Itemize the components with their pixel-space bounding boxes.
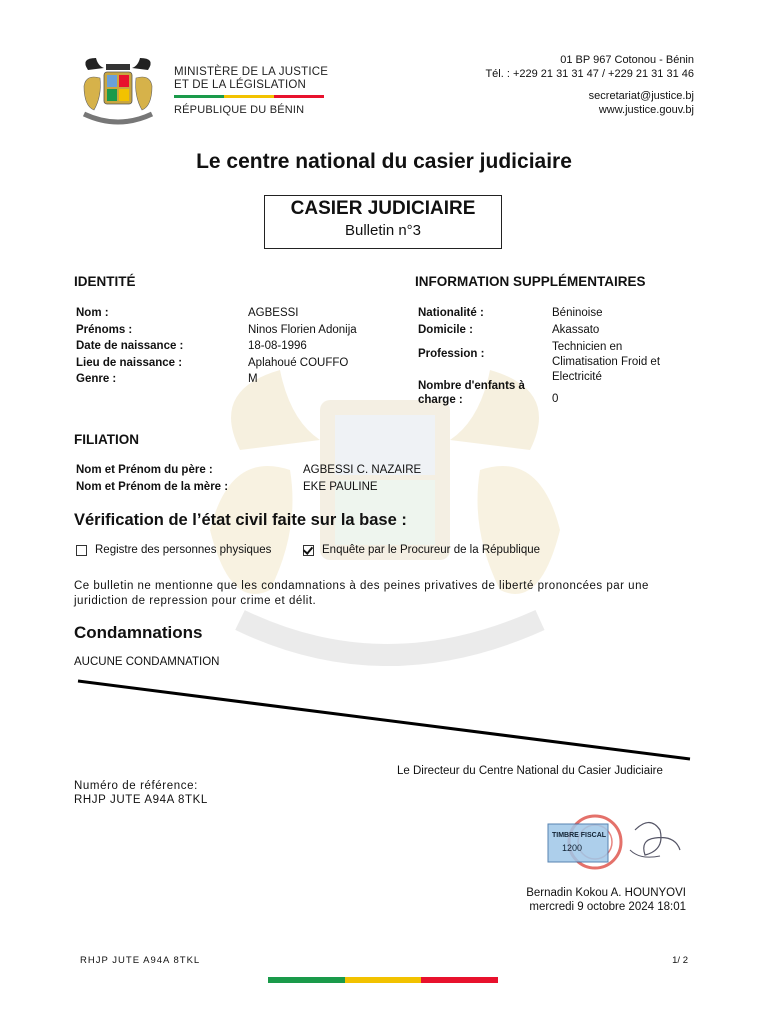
identity-value-birthplace: Aplahoué COUFFO — [248, 356, 349, 369]
mother-label: Nom et Prénom de la mère : — [76, 480, 229, 493]
identity-value-name: AGBESSI — [248, 307, 299, 319]
page-title: Le centre national du casier judiciaire — [196, 150, 572, 173]
identity-label-birthdate: Date de naissance : — [76, 340, 184, 352]
bulletin-notice: Ce bulletin ne mentionne que les condamnations à des peines privatives de liberté prononcées par une juridiction de repression pour crime et délit. — [74, 580, 649, 607]
contact-phone: Tél. : +229 21 31 31 47 / +229 21 31 31 46 — [485, 67, 694, 80]
filiation-heading: FILIATION — [74, 432, 139, 447]
additional-info-heading: INFORMATION SUPPLÉMENTAIRES — [415, 274, 646, 289]
signer-name: Bernadin Kokou A. HOUNYOVI — [526, 887, 686, 899]
identity-value-firstnames: Ninos Florien Adonija — [248, 323, 357, 336]
contact-website[interactable]: www.justice.gouv.bj — [598, 103, 694, 116]
nationality-value: Béninoise — [552, 307, 603, 319]
document-type-box — [264, 195, 502, 249]
identity-label-birthplace: Lieu de naissance : — [76, 356, 183, 369]
page-number: 1/ 2 — [672, 955, 688, 966]
ministry-block — [174, 66, 354, 116]
seal-stamp-icon — [540, 810, 690, 870]
identity-values — [248, 305, 357, 388]
filiation-labels — [76, 462, 228, 495]
verification-option-registry-label: Registre des personnes physiques — [95, 544, 272, 556]
benin-coat-of-arms-icon — [76, 56, 160, 130]
domicile-label: Domicile : — [418, 323, 473, 336]
reference-block — [74, 779, 208, 807]
children-value: 0 — [552, 393, 559, 405]
domicile-value: Akassato — [552, 323, 600, 336]
checkbox-checked-icon[interactable] — [303, 545, 314, 556]
footer-reference: RHJP JUTE A94A 8TKL — [80, 955, 201, 966]
verification-option-prosecutor[interactable] — [303, 544, 540, 556]
verification-option-prosecutor-label: Enquête par le Procureur de la République — [322, 544, 541, 556]
nationality-label: Nationalité : — [418, 307, 484, 319]
watermark-emblem — [150, 330, 620, 690]
reference-label: Numéro de référence: — [74, 780, 198, 792]
identity-label-gender: Genre : — [76, 373, 117, 385]
additional-values — [552, 305, 702, 408]
identity-value-gender: M — [248, 373, 258, 385]
father-value: AGBESSI C. NAZAIRE — [303, 464, 422, 476]
signature-block — [526, 886, 686, 914]
ministry-name-line2: ET DE LA LÉGISLATION — [174, 79, 307, 91]
identity-label-name: Nom : — [76, 307, 109, 319]
profession-value — [552, 340, 702, 385]
director-title: Le Directeur du Centre National du Casier Judiciaire — [397, 765, 663, 777]
document-type-title: CASIER JUDICIAIRE — [290, 198, 476, 219]
mother-value: EKE PAULINE — [303, 480, 378, 493]
fiscal-stamp-value: 1200 — [562, 843, 583, 853]
profession-label: Profession : — [418, 348, 485, 360]
identity-value-birthdate: 18-08-1996 — [248, 340, 307, 352]
reference-number: RHJP JUTE A94A 8TKL — [74, 794, 208, 806]
bulletin-number: Bulletin n°3 — [344, 222, 422, 239]
contact-email[interactable]: secretariat@justice.bj — [588, 90, 694, 102]
profession-value-line2: Climatisation Froid et — [552, 356, 661, 368]
fiscal-stamp-label: TIMBRE FISCAL — [552, 832, 607, 839]
profession-value-line1: Technicien en — [552, 341, 623, 353]
condemnations-text: AUCUNE CONDAMNATION — [74, 656, 220, 668]
contact-address: 01 BP 967 Cotonou - Bénin — [560, 54, 694, 66]
official-stamp — [540, 810, 690, 870]
father-label: Nom et Prénom du père : — [76, 464, 213, 476]
children-label-line1: Nombre d'enfants à — [418, 379, 525, 392]
republic-name: RÉPUBLIQUE DU BÉNIN — [174, 104, 305, 116]
condemnations-title: Condamnations — [74, 623, 203, 642]
identity-heading: IDENTITÉ — [74, 274, 136, 289]
children-label — [418, 379, 548, 407]
identity-labels — [76, 305, 183, 388]
ministry-name-line1: MINISTÈRE DE LA JUSTICE — [174, 66, 329, 78]
footer-flag-bar — [268, 977, 498, 983]
identity-label-firstnames: Prénoms : — [76, 323, 133, 336]
children-label-line2: charge : — [418, 393, 463, 406]
verification-option-registry[interactable] — [76, 544, 271, 556]
flag-color-bar — [174, 95, 324, 98]
checkbox-unchecked-icon[interactable] — [76, 545, 87, 556]
profession-value-line3: Electricité — [552, 371, 602, 383]
filiation-values — [303, 462, 421, 495]
additional-labels — [418, 305, 548, 407]
verification-title: Vérification de l’état civil faite sur la base : — [74, 511, 407, 529]
contact-block — [485, 54, 694, 117]
signature-date: mercredi 9 octobre 2024 18:01 — [529, 901, 686, 913]
